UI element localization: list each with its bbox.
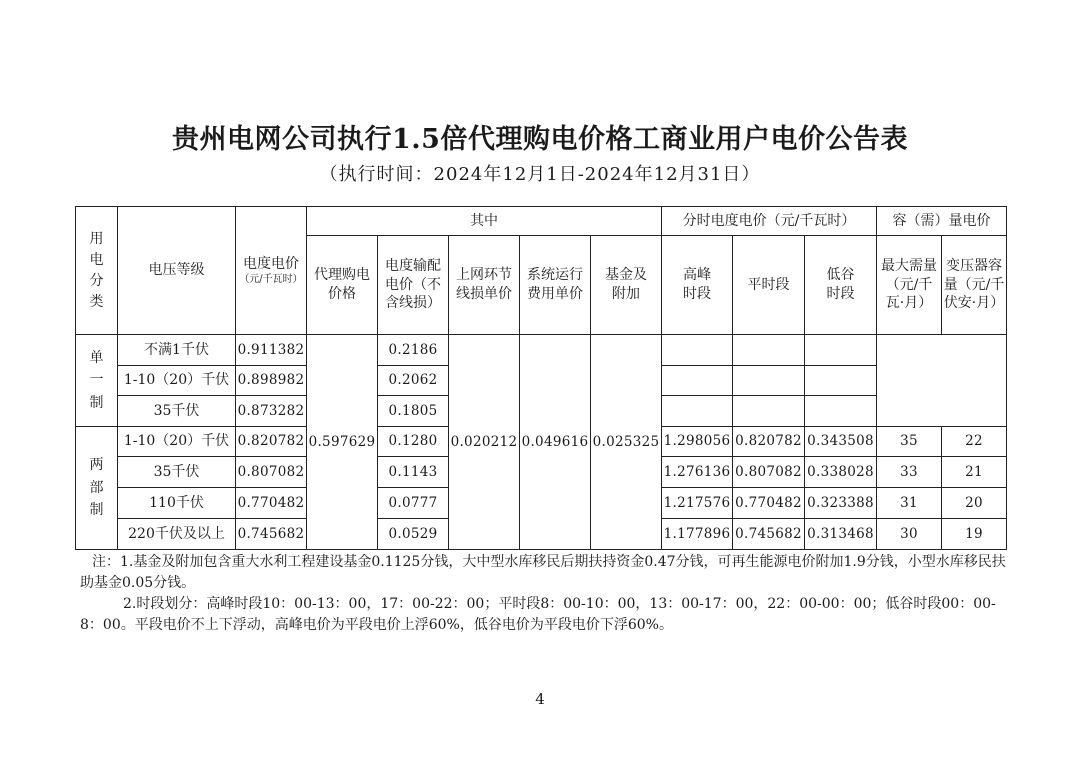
category-single-part — [76, 335, 118, 427]
demand-cell: 33 — [877, 457, 942, 488]
document-subtitle: （执行时间：2024年12月1日-2024年12月31日） — [319, 164, 761, 185]
price-cell: 0.770482 — [236, 488, 307, 519]
proxy-price-cell: 0.597629 — [307, 335, 378, 550]
demand-cell: 35 — [877, 427, 942, 457]
header-flat: 平时段 — [733, 236, 805, 335]
header-max-demand: 最大需量（元/千瓦·月） — [877, 236, 942, 335]
header-price-unit: （元/千瓦时） — [239, 274, 303, 286]
flat-cell: 0.820782 — [733, 427, 805, 457]
flat-cell: 0.745682 — [733, 519, 805, 550]
voltage-cell: 110千伏 — [118, 488, 236, 519]
header-group-tou: 分时电度电价（元/千瓦时） — [662, 207, 877, 236]
category-single-part-text: 单一制 — [89, 349, 104, 411]
category-two-part-text: 两部制 — [89, 457, 104, 519]
valley-cell-empty — [805, 396, 877, 427]
header-loss-price: 上网环节线损单价 — [449, 236, 520, 335]
header-group-capacity: 容（需）量电价 — [877, 207, 1007, 236]
transformer-cell: 21 — [942, 457, 1007, 488]
demand-cell: 31 — [877, 488, 942, 519]
tx-price-cell: 0.1280 — [378, 427, 449, 457]
flat-cell: 0.807082 — [733, 457, 805, 488]
price-cell: 0.807082 — [236, 457, 307, 488]
price-cell: 0.873282 — [236, 396, 307, 427]
peak-cell: 1.177896 — [662, 519, 733, 550]
transformer-cell: 20 — [942, 488, 1007, 519]
demand-cell: 30 — [877, 519, 942, 550]
header-proxy-price: 代理购电价格 — [307, 236, 378, 335]
flat-cell: 0.770482 — [733, 488, 805, 519]
price-cell: 0.911382 — [236, 335, 307, 366]
price-cell: 0.898982 — [236, 366, 307, 396]
transformer-cell: 22 — [942, 427, 1007, 457]
peak-cell-empty — [662, 366, 733, 396]
flat-cell-empty — [733, 396, 805, 427]
tx-price-cell: 0.2062 — [378, 366, 449, 396]
table-row — [76, 335, 1007, 366]
loss-price-cell: 0.020212 — [449, 335, 520, 550]
tx-price-cell: 0.1143 — [378, 457, 449, 488]
header-category — [76, 207, 118, 335]
tx-price-cell: 0.2186 — [378, 335, 449, 366]
header-voltage: 电压等级 — [118, 207, 236, 335]
voltage-cell: 1-10（20）千伏 — [118, 427, 236, 457]
price-cell: 0.820782 — [236, 427, 307, 457]
price-cell: 0.745682 — [236, 519, 307, 550]
valley-cell: 0.313468 — [805, 519, 877, 550]
valley-cell: 0.338028 — [805, 457, 877, 488]
system-cost-cell: 0.049616 — [520, 335, 591, 550]
valley-cell: 0.343508 — [805, 427, 877, 457]
document-title: 贵州电网公司执行1.5倍代理购电价格工商业用户电价公告表 — [172, 124, 908, 155]
header-category-text: 用电分类 — [89, 230, 104, 310]
category-two-part — [76, 427, 118, 550]
voltage-cell: 220千伏及以上 — [118, 519, 236, 550]
tx-price-cell: 0.0777 — [378, 488, 449, 519]
peak-cell: 1.217576 — [662, 488, 733, 519]
peak-cell-empty — [662, 396, 733, 427]
header-tx-price: 电度输配电价（不含线损） — [378, 236, 449, 335]
header-valley: 低谷时段 — [805, 236, 877, 335]
peak-cell: 1.298056 — [662, 427, 733, 457]
header-price-label: 电度电价 — [243, 255, 299, 272]
header-row-1 — [76, 207, 1007, 236]
valley-cell-empty — [805, 366, 877, 396]
voltage-cell: 不满1千伏 — [118, 335, 236, 366]
notes-section — [80, 552, 1010, 636]
fund-cell: 0.025325 — [591, 335, 662, 550]
transformer-cell: 19 — [942, 519, 1007, 550]
voltage-cell: 35千伏 — [118, 396, 236, 427]
note-2: 2.时段划分：高峰时段10：00-13：00，17：00-22：00；平时段8：00-10：00，13：00-17：00，22：00-00：00；低谷时段00：00-8：00。平段电价不上下浮动，高峰电价为平段电价上浮60%，低谷电价为平段电价下浮60%。 — [80, 596, 996, 633]
header-group-of-which: 其中 — [307, 207, 662, 236]
voltage-cell: 35千伏 — [118, 457, 236, 488]
tariff-table — [75, 206, 1007, 550]
page-number: 4 — [535, 690, 545, 708]
header-transformer: 变压器容量（元/千伏安·月） — [942, 236, 1007, 335]
valley-cell-empty — [805, 335, 877, 366]
tx-price-cell: 0.0529 — [378, 519, 449, 550]
header-price — [236, 207, 307, 335]
note-1: 注：1.基金及附加包含重大水利工程建设基金0.1125分钱，大中型水库移民后期扶持资金0.47分钱，可再生能源电价附加1.9分钱，小型水库移民扶助基金0.05分钱。 — [80, 554, 1006, 591]
peak-cell: 1.276136 — [662, 457, 733, 488]
flat-cell-empty — [733, 366, 805, 396]
header-peak: 高峰时段 — [662, 236, 733, 335]
valley-cell: 0.323388 — [805, 488, 877, 519]
flat-cell-empty — [733, 335, 805, 366]
voltage-cell: 1-10（20）千伏 — [118, 366, 236, 396]
capacity-cell-empty — [877, 335, 1007, 427]
header-system-cost: 系统运行费用单价 — [520, 236, 591, 335]
tx-price-cell: 0.1805 — [378, 396, 449, 427]
header-fund: 基金及附加 — [591, 236, 662, 335]
peak-cell-empty — [662, 335, 733, 366]
